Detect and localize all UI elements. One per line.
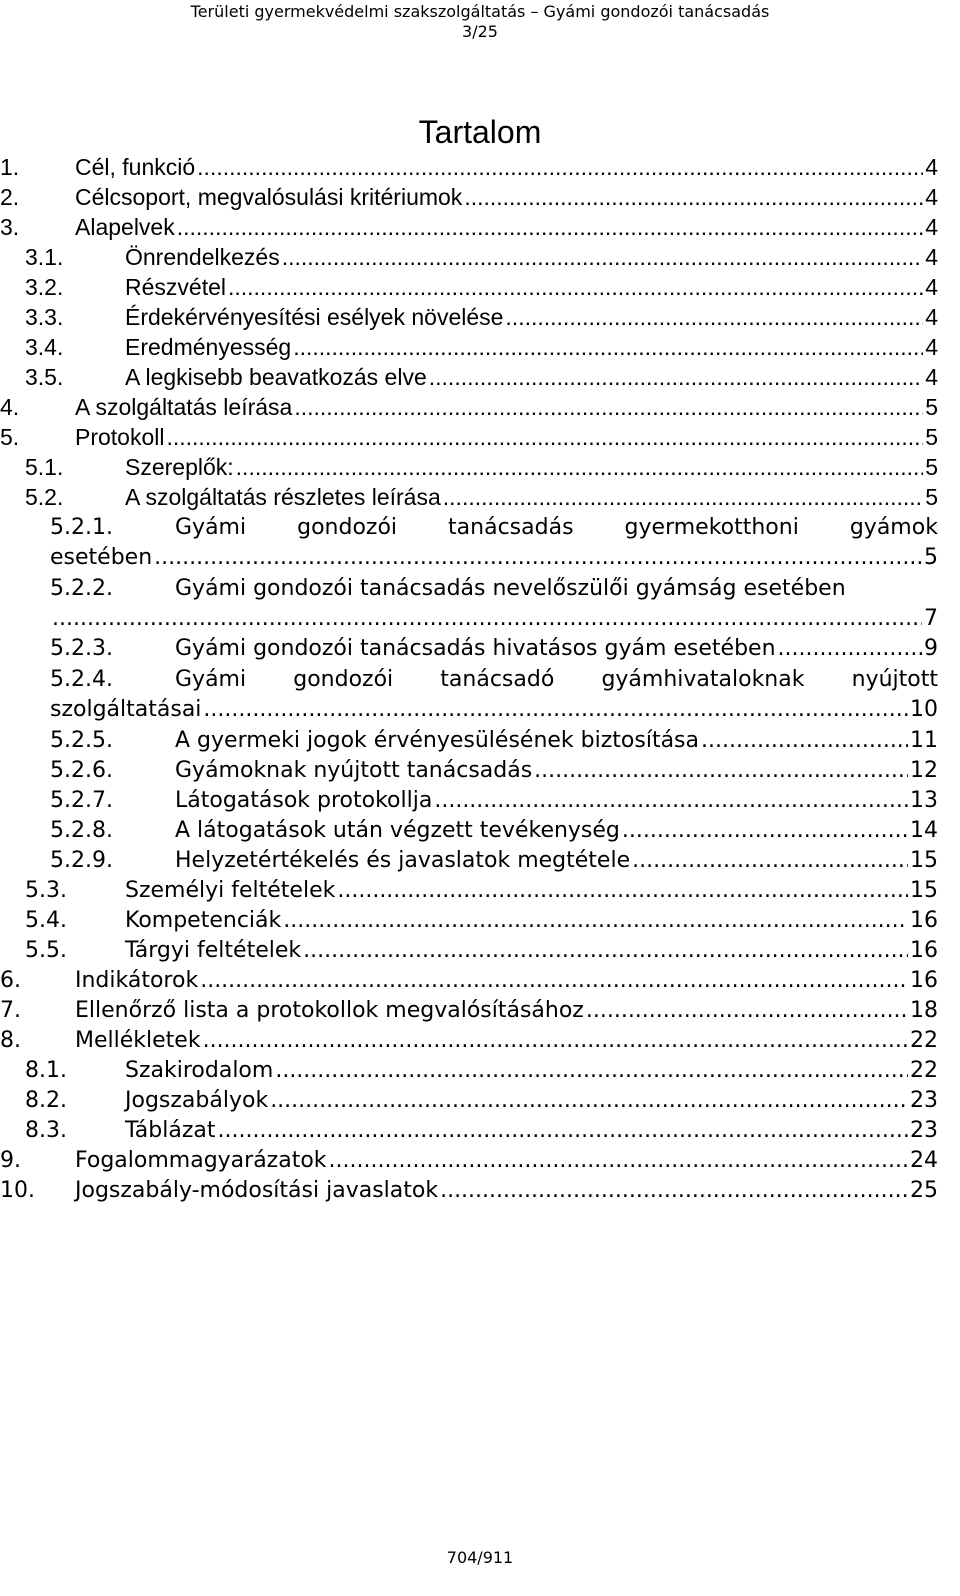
toc-entry-number: 3.4. [25, 334, 64, 360]
toc-entry-title: Érdekérvényesítési esélyek növelése [125, 304, 504, 330]
toc-entry[interactable] [0, 786, 960, 816]
toc-entry-number: 9. [0, 1148, 21, 1173]
toc-leader-dots [586, 996, 908, 1026]
toc-leader-dots [337, 876, 908, 906]
toc-entry-number: 5.2.7. [50, 788, 113, 813]
toc-entry-title: Mellékletek [75, 1028, 201, 1053]
toc-entry-number: 6. [0, 968, 21, 993]
toc-entry-title-word: Gyámi [175, 667, 247, 692]
toc-entry-page: 4 [925, 244, 938, 270]
toc-entry[interactable] [0, 756, 960, 786]
toc-entry-title-word: gyermekotthoni [624, 515, 799, 540]
toc-entry-number: 1. [0, 154, 20, 180]
toc-leader-dots [440, 1176, 908, 1206]
toc-entry-title: Táblázat [125, 1118, 216, 1143]
toc-entry-title: Szereplők: [125, 454, 234, 480]
toc-leader-dots [464, 182, 923, 212]
toc-leader-dots [443, 482, 923, 512]
toc-entry-title-word: gyámok [849, 515, 938, 540]
toc-entry-title: A látogatások után végzett tevékenység [175, 818, 620, 843]
toc-entry-page: 5 [925, 424, 938, 450]
toc-entry-continuation[interactable] [0, 604, 960, 634]
toc-entry-number: 10. [0, 1178, 35, 1203]
toc-entry-title: Célcsoport, megvalósulási kritériumok [75, 184, 463, 210]
toc-entry-number: 5. [0, 424, 20, 450]
toc-leader-dots [632, 846, 908, 876]
toc-entry[interactable] [0, 422, 960, 452]
toc-entry-number: 2. [0, 184, 20, 210]
toc-entry[interactable] [0, 574, 960, 604]
toc-entry-title-word: nyújtott [851, 667, 938, 692]
toc-entry-page: 4 [925, 154, 938, 180]
toc-entry-title: Látogatások protokollja [175, 788, 433, 813]
toc-entry-number: 5.5. [25, 938, 67, 963]
toc-entry[interactable] [0, 1116, 960, 1146]
toc-entry-number: 8.2. [25, 1088, 67, 1113]
toc-entry-title: Gyámoknak nyújtott tanácsadás [175, 758, 533, 783]
toc-entry-title: Jogszabály-módosítási javaslatok [75, 1178, 439, 1203]
toc-leader-dots [200, 966, 908, 996]
toc-entry-page: 16 [910, 908, 938, 933]
toc-entry[interactable] [0, 332, 960, 362]
toc-entry-page: 9 [924, 636, 938, 661]
toc-entry-page: 4 [925, 364, 938, 390]
toc-entry[interactable] [0, 242, 960, 272]
toc-entry-number: 8. [0, 1028, 21, 1053]
toc-entry[interactable] [0, 272, 960, 302]
toc-entry-page: 23 [910, 1118, 938, 1143]
toc-entry-title: Cél, funkció [75, 154, 196, 180]
toc-leader-dots [177, 212, 923, 242]
toc-entry[interactable] [0, 182, 960, 212]
toc-entry-title: Indikátorok [75, 968, 199, 993]
toc-leader-dots [283, 906, 908, 936]
toc-entry[interactable] [0, 665, 960, 695]
toc-entry[interactable] [0, 1146, 960, 1176]
toc-entry-page: 14 [910, 818, 938, 843]
toc-entry-title: A szolgáltatás leírása [75, 394, 293, 420]
toc-entry-continuation[interactable] [0, 543, 960, 573]
toc-entry-title: Eredményesség [125, 334, 292, 360]
toc-entry-page: 15 [910, 878, 938, 903]
toc-entry-title: Gyámi gondozói tanácsadás hivatásos gyám esetében [175, 636, 776, 661]
toc-leader-dots [228, 272, 923, 302]
toc-leader-dots [236, 452, 924, 482]
toc-entry-page: 15 [910, 848, 938, 873]
toc-entry-number: 7. [0, 998, 21, 1023]
toc-entry[interactable] [0, 1176, 960, 1206]
toc-entry-title: Helyzetértékelés és javaslatok megtétele [175, 848, 631, 873]
toc-entry[interactable] [0, 906, 960, 936]
toc-entry[interactable] [0, 846, 960, 876]
toc-leader-dots [203, 1026, 908, 1056]
toc-entry-number: 5.2.2. [50, 576, 113, 601]
toc-entry-number: 3. [0, 214, 20, 240]
toc-entry-page: 24 [910, 1148, 938, 1173]
toc-entry[interactable] [0, 1056, 960, 1086]
toc-entry-title: Önrendelkezés [125, 244, 280, 270]
toc-entry[interactable] [0, 1026, 960, 1056]
toc-entry-number: 4. [0, 394, 20, 420]
toc-entry-title-word: Gyámi [175, 515, 247, 540]
toc-entry-title: Fogalommagyarázatok [75, 1148, 327, 1173]
toc-entry-number: 5.1. [25, 454, 64, 480]
toc-entry-title: Ellenőrző lista a protokollok megvalósításához [75, 998, 584, 1023]
toc-entry-title-word: gondozói [293, 667, 394, 692]
toc-entry[interactable] [0, 302, 960, 332]
toc-entry-title: Részvétel [125, 274, 226, 300]
toc-entry-title: esetében [50, 545, 153, 570]
toc-entry[interactable] [0, 816, 960, 846]
page-counter: 704/911 [446, 1548, 514, 1567]
toc-entry-title [175, 665, 938, 695]
header-page-number: 3/25 [462, 22, 498, 41]
toc-entry-title [175, 513, 938, 543]
toc-entry-number: 3.3. [25, 304, 64, 330]
toc-leader-dots [622, 816, 908, 846]
toc-entry-title: Protokoll [75, 424, 165, 450]
toc-entry-page: 10 [910, 697, 938, 722]
toc-leader-dots [534, 756, 908, 786]
toc-entry-number: 8.1. [25, 1058, 67, 1083]
toc-entry-page: 16 [910, 938, 938, 963]
toc-entry-title: szolgáltatásai [50, 697, 202, 722]
toc-entry-page: 22 [910, 1028, 938, 1053]
toc-entry-page: 5 [924, 545, 938, 570]
toc-entry-number: 5.3. [25, 878, 67, 903]
toc-leader-dots [203, 695, 908, 725]
toc-entry-page: 11 [910, 728, 938, 753]
toc-entry-page: 25 [910, 1178, 938, 1203]
toc-leader-dots [275, 1056, 908, 1086]
toc-entry-number: 5.4. [25, 908, 67, 933]
toc-entry-page: 12 [910, 758, 938, 783]
toc-entry-title: Személyi feltételek [125, 878, 336, 903]
toc-entry-title: Szakirodalom [125, 1058, 274, 1083]
toc-entry[interactable] [0, 452, 960, 482]
toc-entry-title: Tárgyi feltételek [125, 938, 302, 963]
toc-entry[interactable] [0, 634, 960, 664]
toc-leader-dots [429, 362, 923, 392]
toc-entry[interactable] [0, 996, 960, 1026]
toc-entry-page: 16 [910, 968, 938, 993]
toc-entry[interactable] [0, 212, 960, 242]
toc-leader-dots [329, 1146, 908, 1176]
toc-leader-dots [293, 332, 923, 362]
toc-leader-dots [294, 392, 923, 422]
toc-entry-number: 5.2.3. [50, 636, 113, 661]
toc-entry[interactable] [0, 966, 960, 996]
toc-leader-dots [52, 604, 922, 634]
toc-entry-title: Jogszabályok [125, 1088, 269, 1113]
toc-entry-page: 5 [925, 484, 938, 510]
header-title: Területi gyermekvédelmi szakszolgáltatás – Gyámi gondozói tanácsadás [190, 2, 770, 21]
toc-entry-page: 4 [925, 334, 938, 360]
toc-entry-title: Kompetenciák [125, 908, 282, 933]
toc-entry-title-word: tanácsadás [448, 515, 574, 540]
toc-entry-page: 5 [925, 394, 938, 420]
toc-entry-page: 5 [925, 454, 938, 480]
toc-entry[interactable] [0, 482, 960, 512]
toc-entry-number: 5.2.9. [50, 848, 113, 873]
toc-leader-dots [282, 242, 924, 272]
toc-entry-title-word: gondozói [297, 515, 398, 540]
toc-entry-page: 4 [925, 184, 938, 210]
toc-entry-page: 23 [910, 1088, 938, 1113]
toc-leader-dots [270, 1086, 908, 1116]
toc-entry[interactable] [0, 1086, 960, 1116]
toc-entry-title-word: gyámhivataloknak [601, 667, 805, 692]
toc-entry-page: 4 [925, 214, 938, 240]
toc-entry[interactable] [0, 726, 960, 756]
toc-entry-number: 8.3. [25, 1118, 67, 1143]
toc-leader-dots [218, 1116, 909, 1146]
toc-entry-number: 5.2.5. [50, 728, 113, 753]
toc-entry[interactable] [0, 152, 960, 182]
toc-entry-number: 3.2. [25, 274, 64, 300]
toc-leader-dots [154, 543, 922, 573]
toc-entry-number: 5.2.6. [50, 758, 113, 783]
toc-entry-continuation[interactable] [0, 695, 960, 725]
toc-entry-number: 5.2.4. [50, 667, 113, 692]
toc-entry[interactable] [0, 513, 960, 543]
toc-entry-title: Gyámi gondozói tanácsadás nevelőszülői gyámság esetében [175, 576, 846, 601]
toc-entry-title-word: tanácsadó [440, 667, 555, 692]
toc-entry-page: 7 [924, 606, 938, 631]
toc-entry[interactable] [0, 936, 960, 966]
toc-entry-number: 3.5. [25, 364, 64, 390]
toc-entry[interactable] [0, 392, 960, 422]
toc-entry-page: 18 [910, 998, 938, 1023]
toc-leader-dots [166, 422, 923, 452]
toc-entry-number: 3.1. [25, 244, 64, 270]
toc-leader-dots [197, 152, 923, 182]
toc-entry-number: 5.2.1. [50, 515, 113, 540]
toc-entry-number: 5.2. [25, 484, 64, 510]
toc-entry-number: 5.2.8. [50, 818, 113, 843]
toc-entry-title: A szolgáltatás részletes leírása [125, 484, 441, 510]
toc-entry-page: 13 [910, 788, 938, 813]
toc-entry-page: 4 [925, 274, 938, 300]
toc-leader-dots [778, 634, 922, 664]
toc-entry-page: 4 [925, 304, 938, 330]
toc-leader-dots [505, 302, 923, 332]
toc-entry[interactable] [0, 362, 960, 392]
toc-title: Tartalom [418, 114, 542, 150]
toc-entry-title: A gyermeki jogok érvényesülésének biztosítása [175, 728, 699, 753]
toc-leader-dots [303, 936, 908, 966]
toc-entry-title: A legkisebb beavatkozás elve [125, 364, 427, 390]
toc-entry-page: 22 [910, 1058, 938, 1083]
toc-entry-title: Alapelvek [75, 214, 175, 240]
toc-leader-dots [701, 726, 908, 756]
toc-entry[interactable] [0, 876, 960, 906]
toc-leader-dots [434, 786, 908, 816]
